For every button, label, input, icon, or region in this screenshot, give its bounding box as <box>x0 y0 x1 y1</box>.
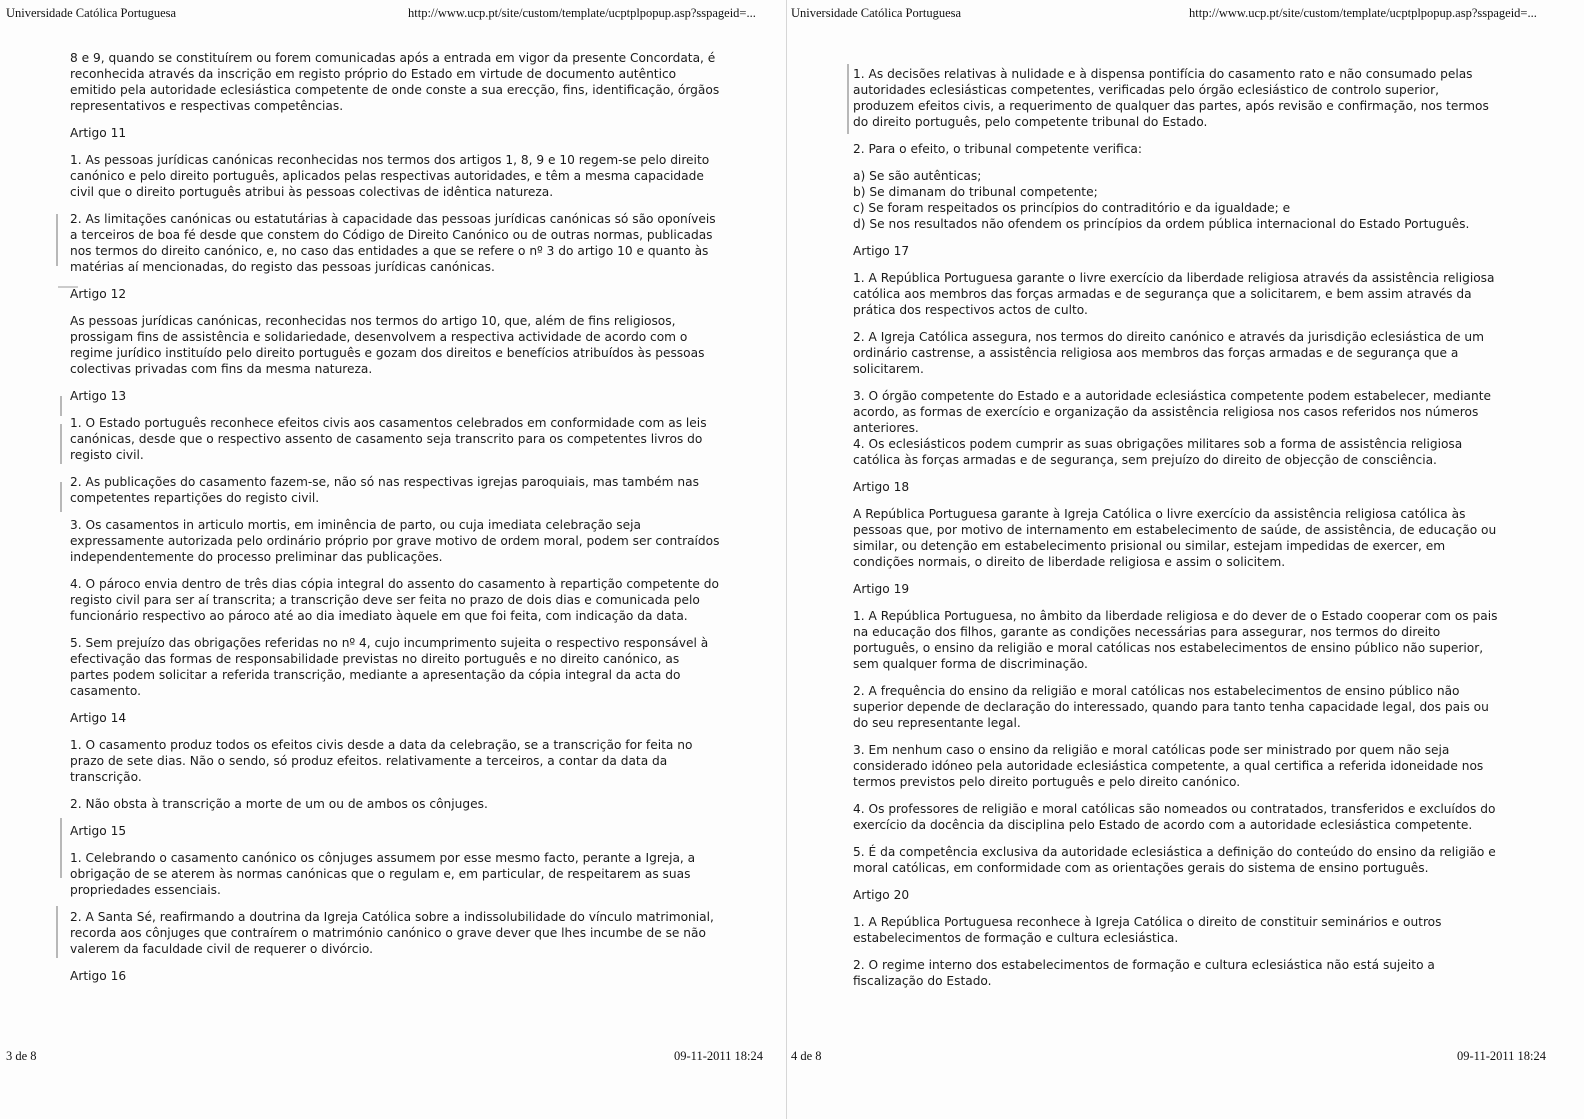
footer-datetime: 09-11-2011 18:24 <box>674 1049 763 1063</box>
article-heading: Artigo 17 <box>853 244 910 258</box>
paragraph: 2. O regime interno dos estabelecimentos de formação e cultura eclesiástica não está sujeito a fiscalização do Estado. <box>853 958 1435 988</box>
paragraph: 2. Para o efeito, o tribunal competente verifica: <box>853 142 1143 156</box>
list-item: c) Se foram respeitados os princípios do contraditório e da igualdade; e <box>853 201 1291 215</box>
paragraph: 1. O casamento produz todos os efeitos civis desde a data da celebração, se a transcrição for feita no prazo de sete dias. Não o sendo, só produz efeitos. relativamente a terceiros, a contar da data da transcrição. <box>70 738 693 784</box>
paragraph: 1. A República Portuguesa garante o livre exercício da liberdade religiosa através da assistência religiosa católica aos membros das forças armadas e de segurança que a solicitarem, e bem assim através da prática dos respectivos actos de culto. <box>853 271 1495 317</box>
header-url: http://www.ucp.pt/site/custom/template/ucptplpopup.asp?sspageid=... <box>1189 6 1537 20</box>
margin-pencil-mark <box>56 906 58 958</box>
document-body <box>853 66 1503 1000</box>
scanned-page-right <box>786 0 1584 1119</box>
paragraph: 8 e 9, quando se constituírem ou forem comunicadas após a entrada em vigor da presente Concordata, é reconhecida através da inscrição em registo próprio do Estado em virtude de documento autêntico emitido pela autoridade eclesiástica competente de onde conste a sua erecção, fins, identificação, órgãos representativos e respectivas competências. <box>70 51 720 113</box>
paragraph: 5. Sem prejuízo das obrigações referidas no nº 4, cujo incumprimento sujeita o respectivo responsável à efectivação das formas de responsabilidade previstas no direito português e no direito canónico, as partes podem solicitar a referida transcrição, mediante a apresentação da cópia integral da acta do casamento. <box>70 636 709 698</box>
header-site-name: Universidade Católica Portuguesa <box>791 6 962 20</box>
article-heading: Artigo 19 <box>853 582 910 596</box>
list-item: a) Se são autênticas; <box>853 169 982 183</box>
paragraph: 4. Os eclesiásticos podem cumprir as suas obrigações militares sob a forma de assistência religiosa católica às forças armadas e de segurança, sem prejuízo do direito de objecção de consciência. <box>853 437 1463 467</box>
paragraph: 4. Os professores de religião e moral católicas são nomeados ou contratados, transferidos e excluídos do exercício da docência da disciplina pelo Estado de acordo com a autoridade eclesiástica competente. <box>853 802 1496 832</box>
paragraph: 2. Não obsta à transcrição a morte de um ou de ambos os cônjuges. <box>70 797 488 811</box>
paragraph: 2. A Igreja Católica assegura, nos termos do direito canónico e através da jurisdição eclesiástica de um ordinário castrense, a assistência religiosa aos membros das forças armadas e de segurança que a solicitarem. <box>853 330 1484 376</box>
article-heading: Artigo 16 <box>70 969 127 983</box>
scanned-page-left <box>0 0 786 1119</box>
article-heading: Artigo 14 <box>70 711 127 725</box>
paragraph: A República Portuguesa garante à Igreja Católica o livre exercício da assistência religiosa católica às pessoas que, por motivo de internamento em estabelecimento de saúde, de assistência, de educação ou similar, ou detenção em estabelecimento prisional ou similar, estejam impedidas de exercer, em condições normais, o direito de liberdade religiosa e assim o solicitem. <box>853 507 1497 569</box>
article-heading: Artigo 15 <box>70 824 127 838</box>
margin-pencil-mark <box>60 818 62 878</box>
article-heading: Artigo 12 <box>70 287 127 301</box>
list-item: b) Se dimanam do tribunal competente; <box>853 185 1098 199</box>
paragraph: 2. As limitações canónicas ou estatutárias à capacidade das pessoas jurídicas canónicas só são oponíveis a terceiros de boa fé desde que constem do Código de Direito Canónico ou de outras normas, publicadas nos termos do direito canónico, e, no caso das entidades a que se refere o nº 3 do artigo 10 e quanto às matérias aí mencionadas, do registo das pessoas jurídicas canónicas. <box>70 212 716 274</box>
paragraph: 1. A República Portuguesa, no âmbito da liberdade religiosa e do dever de o Estado cooperar com os pais na educação dos filhos, garante as condições necessárias para assegurar, nos termos do direito português, o ensino da religião e moral católicas nos estabelecimentos de ensino público não superior, sem qualquer forma de discriminação. <box>853 609 1498 671</box>
margin-pencil-mark <box>60 424 62 464</box>
margin-pencil-mark <box>56 214 58 266</box>
paragraph: 4. O pároco envia dentro de três dias cópia integral do assento do casamento à repartição competente do registo civil para ser aí transcrita; a transcrição deve ser feita no prazo de dois dias e comunicada pelo funcionário respectivo ao pároco até ao dia imediato àquele em que foi feita, com indicação da data. <box>70 577 719 623</box>
footer-datetime: 09-11-2011 18:24 <box>1457 1049 1546 1063</box>
document-body <box>70 50 720 995</box>
footer-page-number: 4 de 8 <box>791 1049 822 1063</box>
list-item: d) Se nos resultados não ofendem os princípios da ordem pública internacional do Estado Português. <box>853 217 1470 231</box>
article-heading: Artigo 18 <box>853 480 910 494</box>
paragraph: 3. O órgão competente do Estado e a autoridade eclesiástica competente podem estabelecer, mediante acordo, as formas de exercício e organização da assistência religiosa nos casos referidos nos números anteriores. <box>853 389 1492 435</box>
margin-pencil-mark <box>847 64 849 134</box>
header-site-name: Universidade Católica Portuguesa <box>6 6 177 20</box>
paragraph: 1. A República Portuguesa reconhece à Igreja Católica o direito de constituir seminários e outros estabelecimentos de formação e cultura eclesiástica. <box>853 915 1442 945</box>
margin-pencil-mark <box>60 396 62 416</box>
header-url: http://www.ucp.pt/site/custom/template/ucptplpopup.asp?sspageid=... <box>408 6 756 20</box>
article-heading: Artigo 20 <box>853 888 910 902</box>
paragraph: 1. O Estado português reconhece efeitos civis aos casamentos celebrados em conformidade com as leis canónicas, desde que o respectivo assento de casamento seja transcrito para os competentes livros do registo civil. <box>70 416 707 462</box>
margin-pencil-mark <box>60 482 62 512</box>
paragraph: 5. É da competência exclusiva da autoridade eclesiástica a definição do conteúdo do ensino da religião e moral católicas, em conformidade com as orientações gerais do sistema de ensino português. <box>853 845 1496 875</box>
footer-page-number: 3 de 8 <box>6 1049 37 1063</box>
paragraph: 2. As publicações do casamento fazem-se, não só nas respectivas igrejas paroquiais, mas também nas competentes repartições do registo civil. <box>70 475 699 505</box>
article-heading: Artigo 11 <box>70 126 127 140</box>
paragraph: 1. As decisões relativas à nulidade e à dispensa pontifícia do casamento rato e não consumado pelas autoridades eclesiásticas competentes, verificadas pelo órgão eclesiástico de controlo superior, produzem efeitos civis, a requerimento de qualquer das partes, após revisão e confirmação, nos termos do direito português, pelo competente tribunal do Estado. <box>853 67 1489 129</box>
paragraph: 3. Os casamentos in articulo mortis, em iminência de parto, ou cuja imediata celebração seja expressamente autorizada pelo ordinário próprio por grave motivo de ordem moral, podem ser contraídos independentemente do processo preliminar das publicações. <box>70 518 720 564</box>
paragraph: As pessoas jurídicas canónicas, reconhecidas nos termos do artigo 10, que, além de fins religiosos, prossigam fins de assistência e solidariedade, desenvolvem a respectiva actividade de acordo com o regime jurídico instituído pelo direito português e gozam dos direitos e benefícios atribuídos às pessoas colectivas privadas com fins da mesma natureza. <box>70 314 705 376</box>
paragraph: 1. Celebrando o casamento canónico os cônjuges assumem por esse mesmo facto, perante a Igreja, a obrigação de se aterem às normas canónicas que o regulam e, em particular, de respeitarem as suas propriedades essenciais. <box>70 851 696 897</box>
paragraph: 2. A frequência do ensino da religião e moral católicas nos estabelecimentos de ensino público não superior depende de declaração do interessado, quando para tanto tenha capacidade legal, dos pais ou do seu representante legal. <box>853 684 1489 730</box>
article-heading: Artigo 13 <box>70 389 127 403</box>
paragraph: 1. As pessoas jurídicas canónicas reconhecidas nos termos dos artigos 1, 8, 9 e 10 regem-se pelo direito canónico e pelo direito português, aplicados pelas respectivas autoridades, e têm a mesma capacidade civil que o direito português atribui às pessoas colectivas de idêntica natureza. <box>70 153 710 199</box>
paragraph: 3. Em nenhum caso o ensino da religião e moral católicas pode ser ministrado por quem não seja considerado idóneo pela autoridade eclesiástica competente, a qual certifica a referida idoneidade nos termos previstos pelo direito português e pelo direito canónico. <box>853 743 1484 789</box>
paragraph: 2. A Santa Sé, reafirmando a doutrina da Igreja Católica sobre a indissolubilidade do vínculo matrimonial, recorda aos cônjuges que contraírem o matrimónio canónico o grave dever que lhes incumbe de se não valerem da faculdade civil de requerer o divórcio. <box>70 910 714 956</box>
